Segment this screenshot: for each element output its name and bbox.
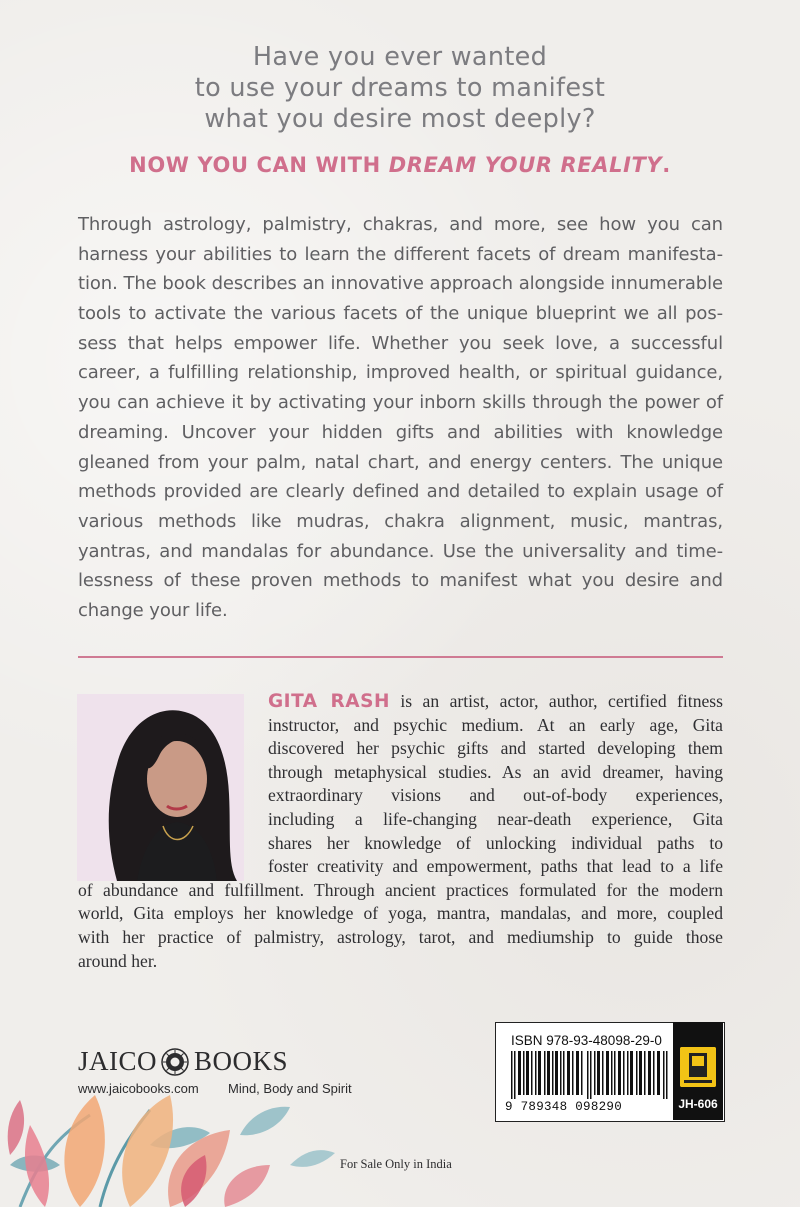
tagline-prefix: NOW YOU CAN WITH [129,153,389,177]
author-bio [78,690,723,973]
headline-line: Have you ever wanted [252,42,548,72]
description-line: lessness of these proven methods to manifest what you desire and [78,570,723,592]
bio-line: foster creativity and empowerment, paths that lead to a life [268,856,723,877]
barcode-icon [511,1051,669,1099]
publisher-name-left: JAICO [78,1046,158,1076]
description-line: harness your abilities to learn the different facets of dream manifesta- [78,243,723,265]
description-line: various methods like mudras, chakra alignment, music, mantras, [78,510,723,532]
description-line: career, a fulfilling relationship, improved health, or spiritual guidance, [78,362,723,384]
section-divider [78,656,723,658]
author-name: GITA RASH [268,691,390,712]
ebook-available-icon [680,1047,716,1087]
book-genre: Mind, Body and Spirit [228,1081,352,1096]
flower-decoration-icon [0,1015,360,1207]
jaico-emblem-icon [160,1047,190,1077]
bio-line: instructor, and psychic medium. At an early age, Gita [268,714,723,735]
book-description [78,210,723,626]
bio-line: discovered her psychic gifts and started developing them [268,738,723,759]
description-line: sess that helps empower life. Whether you seek love, a successful [78,332,723,354]
description-line: change your life. [78,599,228,621]
description-line: yantras, and mandalas for abundance. Use the universality and time- [78,540,723,562]
bio-line: through metaphysical studies. As an avid dreamer, having [268,761,723,782]
tagline [0,153,800,177]
bio-line: world, Gita employs her knowledge of yoga, mantra, mandalas, and more, coupled [78,903,723,924]
description-line: gleaned from your palm, natal chart, and energy centers. The unique [78,451,723,473]
isbn-label: ISBN 978-93-48098-29-0 [511,1033,662,1048]
bio-line [78,690,723,714]
publisher-url[interactable]: www.jaicobooks.com [78,1081,199,1096]
isbn-digits: 9 789348 098290 [505,1100,623,1114]
description-line: tools to activate the various facets of the unique blueprint we all pos- [78,303,723,325]
description-line: Through astrology, palmistry, chakras, and more, see how you can [78,214,723,235]
product-code: JH-606 [678,1097,718,1111]
publisher-logo [78,1046,288,1077]
description-line: you can achieve it by activating your inborn skills through the power of [78,392,723,414]
bio-line: with her practice of palmistry, astrology, tarot, and mediumship to guide those [78,926,723,947]
headline-line: what you desire most deeply? [204,104,596,134]
bio-first-line: is an artist, actor, author, certified fitness [389,691,723,711]
description-line: methods provided are clearly defined and detailed to explain usage of [78,481,723,503]
tagline-title: DREAM YOUR REALITY [388,153,663,177]
publisher-name [78,1046,288,1077]
bio-line: including a life-changing near-death experience, Gita [268,808,723,829]
sale-note: For Sale Only in India [340,1157,452,1171]
bio-line: shares her knowledge of unlocking individual paths to [268,832,723,853]
description-line: dreaming. Uncover your hidden gifts and abilities with knowledge [78,421,723,443]
bio-line: extraordinary visions and out-of-body experiences, [268,785,723,806]
publisher-name-right: BOOKS [194,1046,289,1076]
tagline-suffix: . [662,153,671,177]
headline [0,42,800,135]
description-line: tion. The book describes an innovative approach alongside innumerable [78,273,723,295]
bio-line: of abundance and fulfillment. Through ancient practices formulated for the modern [78,879,723,900]
headline-line: to use your dreams to manifest [194,73,606,103]
bio-line: around her. [78,950,158,971]
